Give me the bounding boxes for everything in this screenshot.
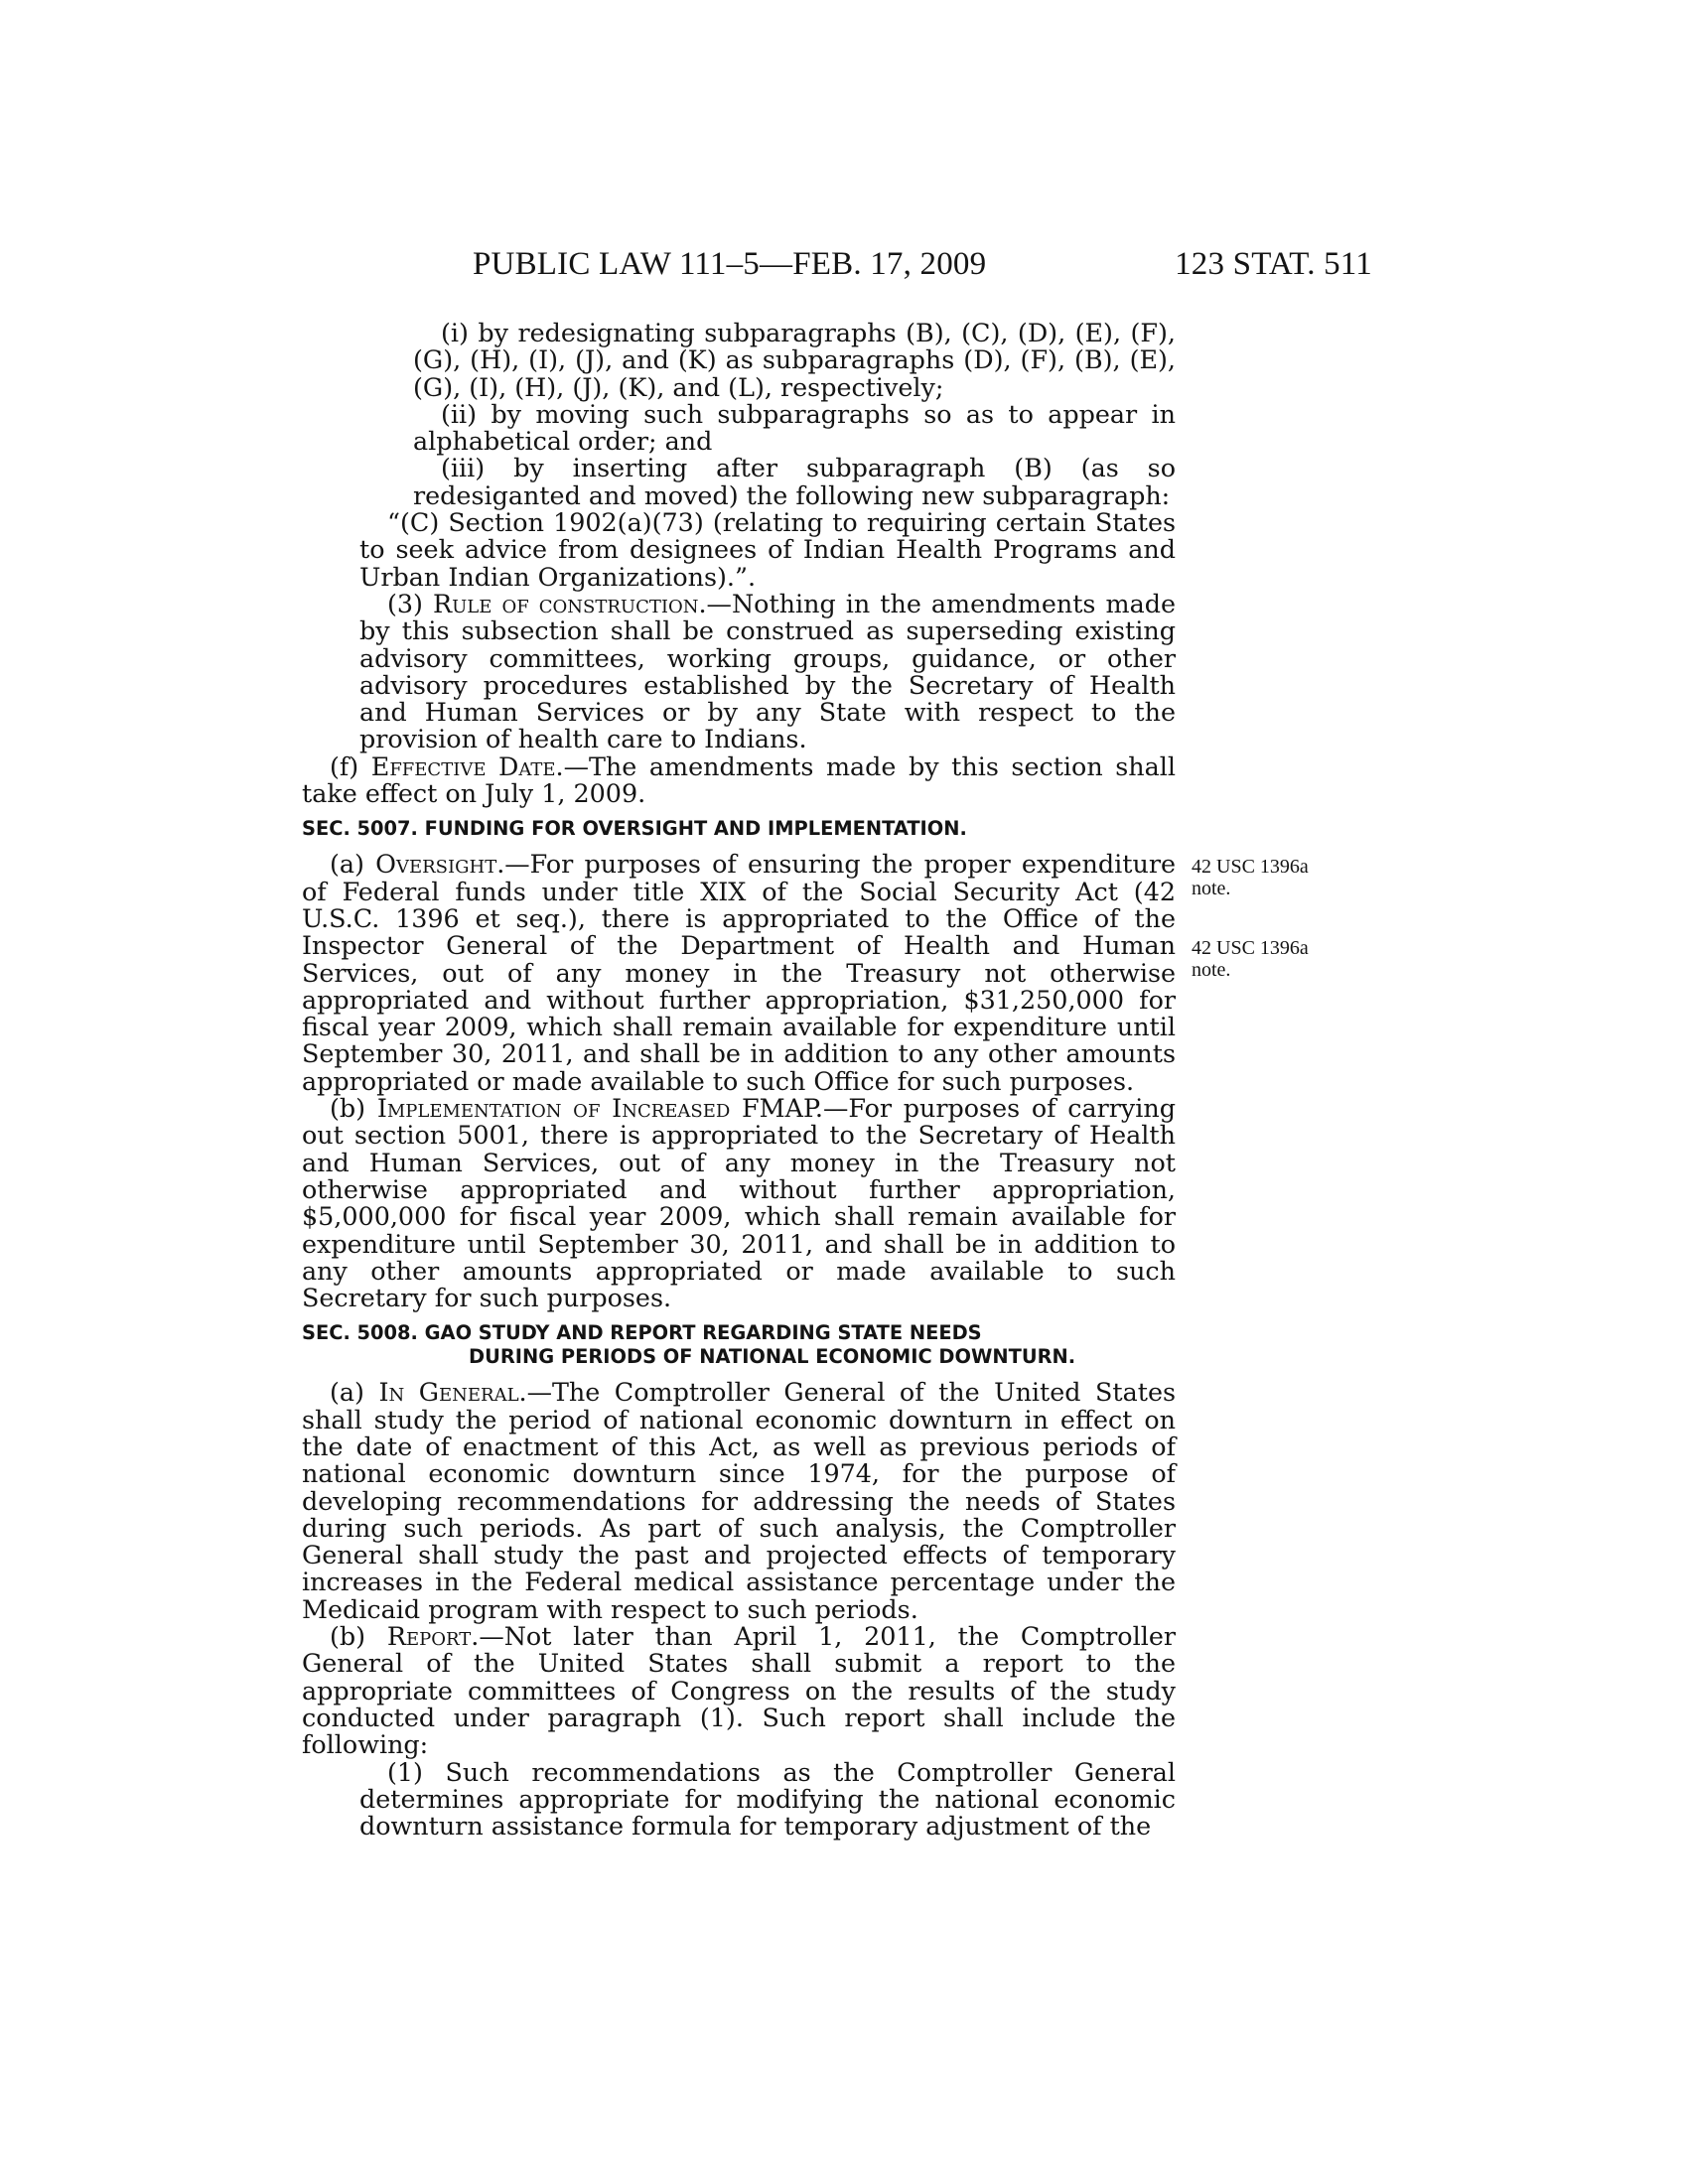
section-5008-heading: SEC. 5008. GAO STUDY AND REPORT REGARDING STATE NEEDS DURING PERIODS OF NATIONAL ECONOMIC DOWNTURN. [302,1321,1076,1369]
margin-note-1: 42 USC 1396a note. [1192,856,1309,899]
section-5007-a-oversight: (a) Oversight.—For purposes of ensuring the proper expenditure of Federal funds under title XIX of the Social Security Act (42 U.S.C. 1396 et seq.), there is appropriated to the Office of the Inspector General of the Department of Health and Human Services, out of any money in the Treasury not otherwise appropriated and without further appropriation, $31,250,000 for fiscal year 2009, which shall remain available for expenditure until September 30, 2011, and shall be in addition to any other amounts appropriated or made available to such Office for such purposes. [302,849,1176,1096]
clause-iii: (iii) by inserting after subparagraph (B) (as so redesiganted and moved) the following new subparagraph: [413,453,1176,510]
section-5008-a-in-general: (a) In General.—The Comptroller General of the United States shall study the period of national economic downturn in effect on the date of enactment of this Act, as well as previous periods of national economic downturn since 1974, for the purpose of developing recommendations for addressing the needs of States during such periods. As part of such analysis, the Comptroller General shall study the past and projected effects of temporary increases in the Federal medical assistance percentage under the Medicaid program with respect to such periods. [302,1377,1176,1624]
running-header-law: PUBLIC LAW 111–5—FEB. 17, 2009 [473,246,987,282]
section-5007-b-implementation: (b) Implementation of Increased FMAP.—For purposes of carrying out section 5001, there is appropriated to the Secretary of Health and Human Services, out of any money in the Treasury not otherwise appropriated and without further appropriation, $5,000,000 for fiscal year 2009, which shall remain available for expenditure until September 30, 2011, and shall be in addition to any other amounts appropriated or made available to such Secretary for such purposes. [302,1093,1176,1313]
margin-note-2: 42 USC 1396a note. [1192,937,1309,981]
running-header-page: 123 STAT. 511 [1175,246,1372,282]
section-5007-heading: SEC. 5007. FUNDING FOR OVERSIGHT AND IMPLEMENTATION. [302,817,967,841]
paragraph-3-rule-of-construction: (3) Rule of construction.—Nothing in the amendments made by this subsection shall be construed as superseding existing advisory committees, working groups, guidance, or other advisory procedures established by the Secretary of Health and Human Services or by any State with respect to the provision of health care to Indians. [359,588,1176,754]
section-5008-b-report: (b) Report.—Not later than April 1, 2011, the Comptroller General of the United States shall submit a report to the appropriate committees of Congress on the results of the study conducted under paragraph (1). Such report shall include the following: [302,1621,1176,1760]
subsection-f-effective-date: (f) Effective Date.—The amendments made by this section shall take effect on July 1, 2009. [302,751,1176,809]
quoted-subparagraph-c: “(C) Section 1902(a)(73) (relating to requiring certain States to seek advice from designees of Indian Health Programs and Urban Indian Organizations).”. [359,507,1176,592]
clause-i: (i) by redesignating subparagraphs (B), (C), (D), (E), (F), (G), (H), (I), (J), and (K) as subparagraphs (D), (F), (B), (E), (G), (I), (H), (J), (K), and (L), respectively; [413,318,1176,402]
clause-ii: (ii) by moving such subparagraphs so as to appear in alphabetical order; and [413,398,1176,457]
report-item-1: (1) Such recommendations as the Comptroller General determines appropriate for modifying the national economic downturn assistance formula for temporary adjustment of the [359,1756,1176,1842]
document-body [302,320,1176,1840]
